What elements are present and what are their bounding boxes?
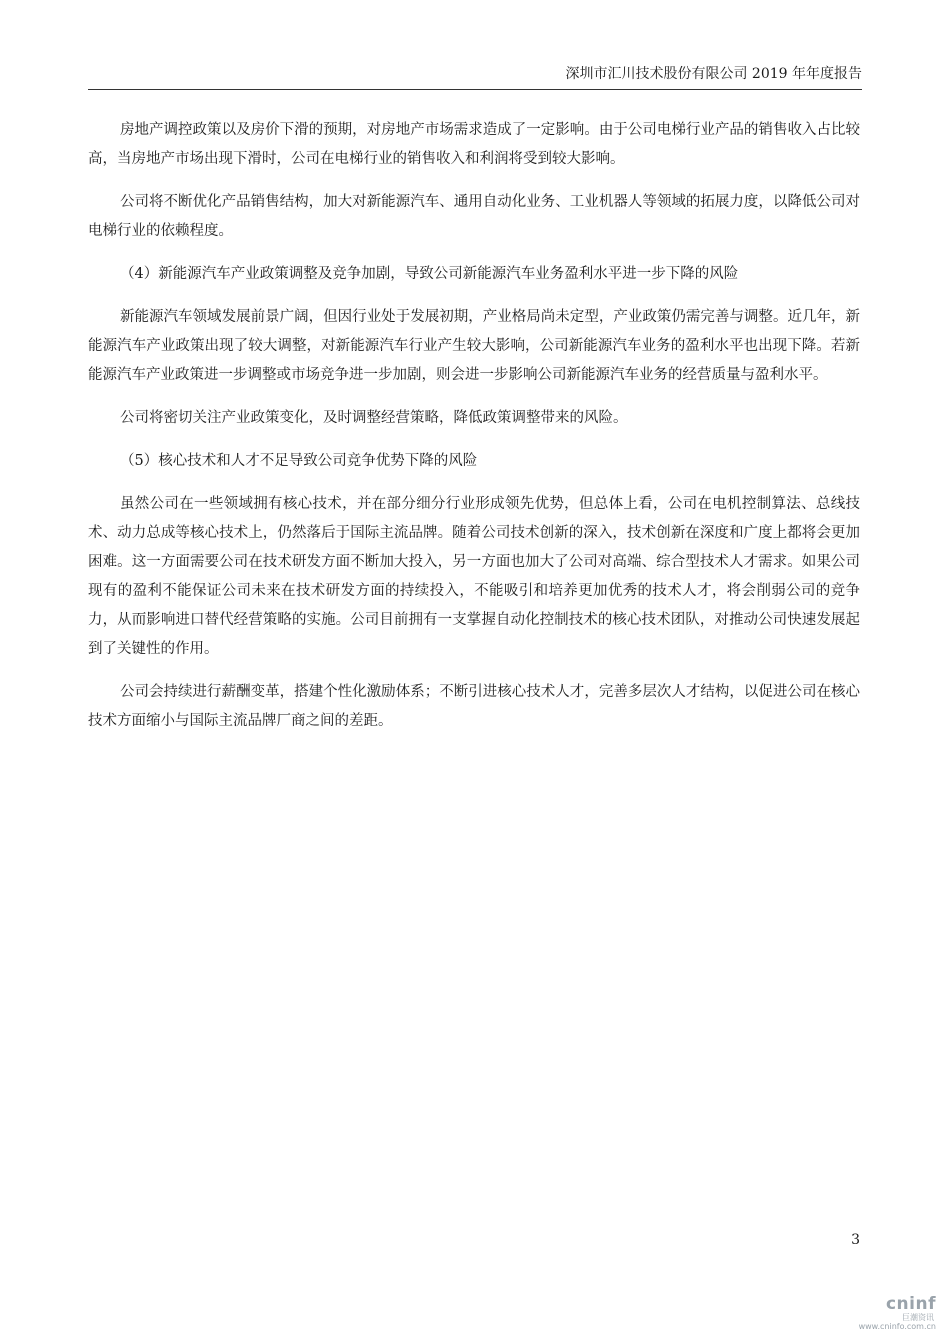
document-body (88, 116, 860, 750)
paragraph-nev-response: 公司将密切关注产业政策变化，及时调整经营策略，降低政策调整带来的风险。 (120, 410, 628, 426)
paragraph-core-technology: 虽然公司在一些领域拥有核心技术，并在部分细分行业形成领先优势，但总体上看，公司在电机控制算法、总线技术、动力总成等核心技术上，仍然落后于国际主流品牌。随着公司技术创新的深入，技术创新在深度和广度上都将会更加困难。这一方面需要公司在技术研发方面不断加大投入，另一方面也加大了公司对高端、综合型技术人才需求。如果公司现有的盈利不能保证公司未来在技术研发方面的持续投入，不能吸引和培养更加优秀的技术人才，将会削弱公司的竞争力，从而影响进口替代经营策略的实施。公司目前拥有一支掌握自动化控制技术的核心技术团队，对推动公司快速发展起到了关键性的作用。 (88, 496, 860, 657)
paragraph-nev-policy: 新能源汽车领域发展前景广阔，但因行业处于发展初期，产业格局尚未定型，产业政策仍需完善与调整。近几年，新能源汽车产业政策出现了较大调整，对新能源汽车行业产生较大影响，公司新能源汽车业务的盈利水平也出现下降。若新能源汽车产业政策进一步调整或市场竞争进一步加剧，则会进一步影响公司新能源汽车业务的经营质量与盈利水平。 (88, 309, 860, 383)
report-title: 深圳市汇川技术股份有限公司 2019 年年度报告 (565, 66, 862, 82)
cninfo-watermark-logo (842, 1295, 936, 1332)
watermark-brand-cn: 巨潮资讯 (902, 1313, 934, 1322)
watermark-brand: cninf (885, 1294, 936, 1314)
page-number: 3 (851, 1232, 860, 1248)
section-heading-tech-talent-risk: （5）核心技术和人才不足导致公司竞争优势下降的风险 (120, 453, 478, 469)
paragraph-sales-structure: 公司将不断优化产品销售结构，加大对新能源汽车、通用自动化业务、工业机器人等领域的拓展力度，以降低公司对电梯行业的依赖程度。 (88, 194, 860, 239)
watermark-url: www.cninfo.com.cn (858, 1322, 936, 1331)
paragraph-talent-response: 公司会持续进行薪酬变革，搭建个性化激励体系；不断引进核心技术人才，完善多层次人才结构，以促进公司在核心技术方面缩小与国际主流品牌厂商之间的差距。 (88, 684, 860, 729)
paragraph-real-estate-impact: 房地产调控政策以及房价下滑的预期，对房地产市场需求造成了一定影响。由于公司电梯行业产品的销售收入占比较高，当房地产市场出现下滑时，公司在电梯行业的销售收入和利润将受到较大影响。 (88, 122, 860, 167)
section-heading-nev-risk: （4）新能源汽车产业政策调整及竞争加剧，导致公司新能源汽车业务盈利水平进一步下降的风险 (120, 266, 739, 282)
page-header (88, 63, 862, 90)
